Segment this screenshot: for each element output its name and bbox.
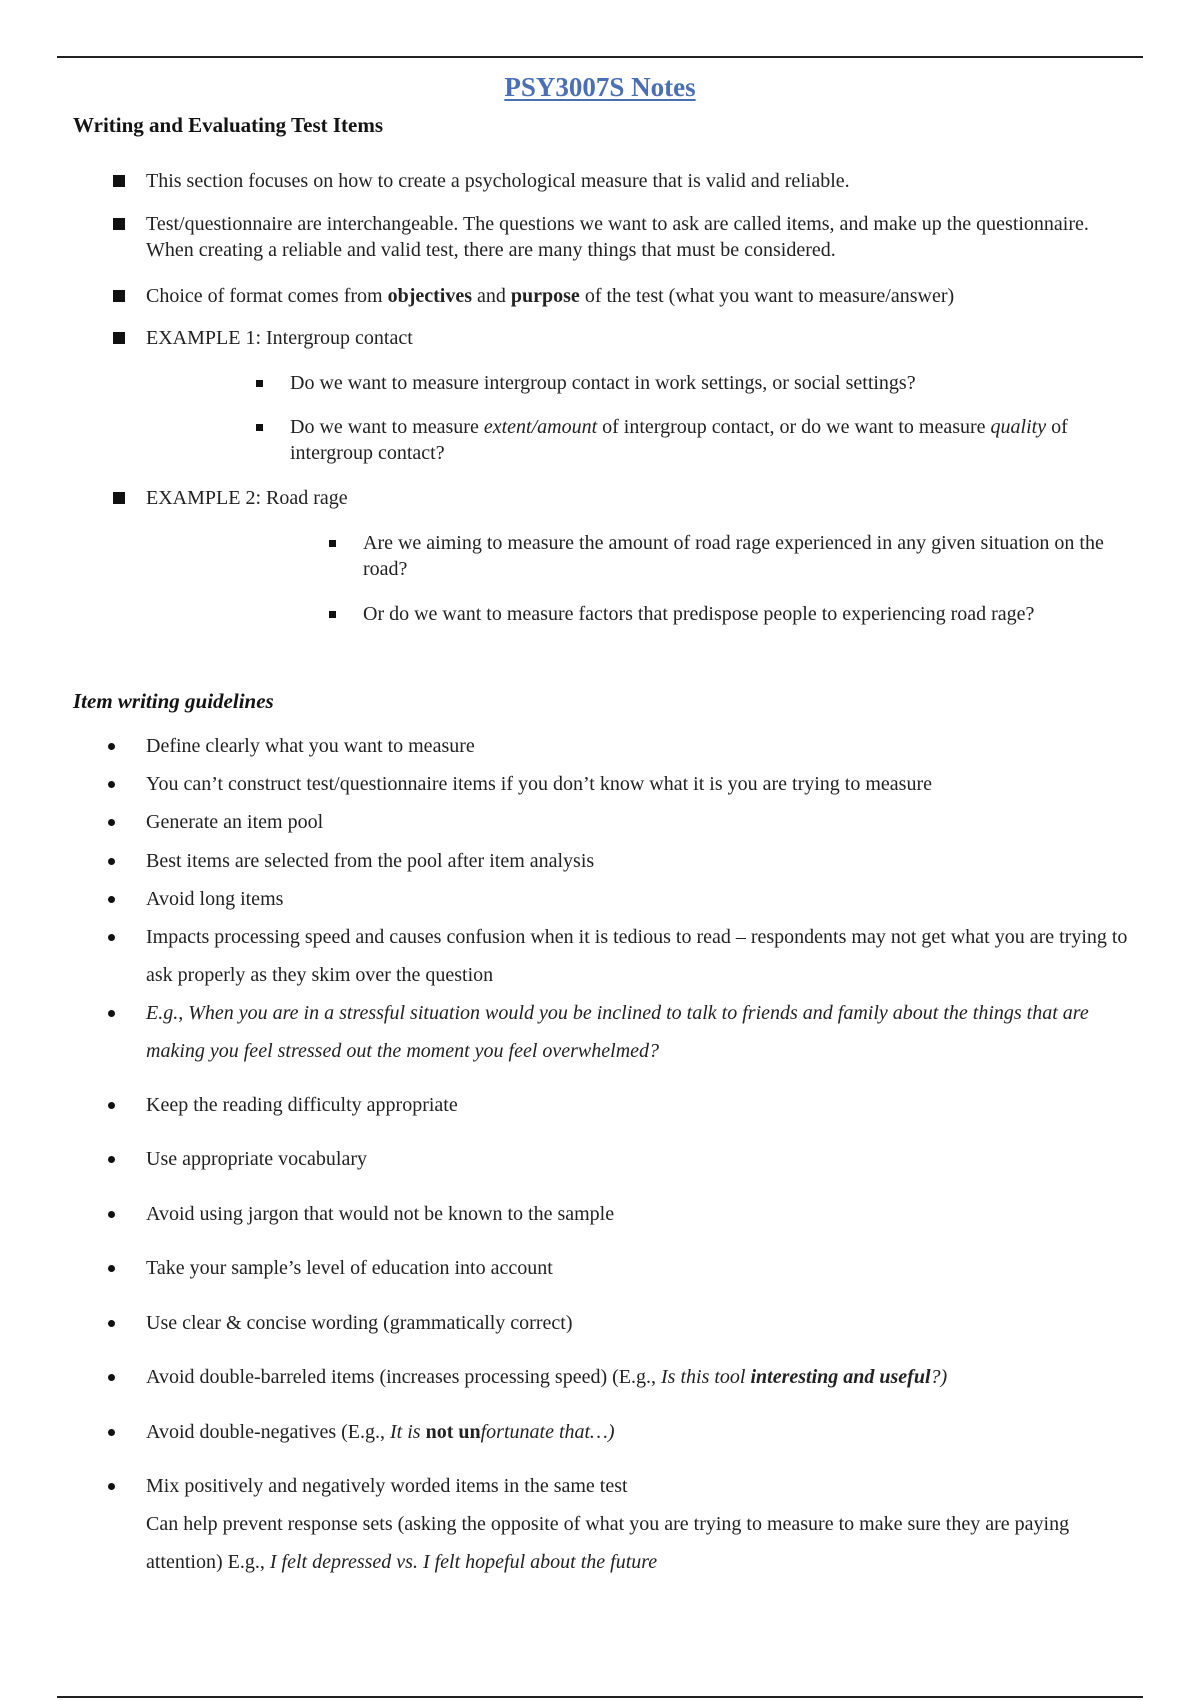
list-item: Define clearly what you want to measure [108, 733, 1128, 759]
bullet-dot-icon [108, 1265, 115, 1272]
square-bullet-icon [113, 290, 125, 302]
sub-list-item: Do we want to measure extent/amount of intergroup contact, or do we want to measure quality of intergroup contact? [256, 414, 1082, 466]
list-item: E.g., When you are in a stressful situation would you be inclined to talk to friends and family about the things that are making you feel stressed out the moment you feel overwhelmed? [108, 994, 1128, 1070]
page-title: PSY3007S Notes [504, 72, 696, 102]
small-square-bullet-icon [329, 540, 336, 547]
section-heading: Writing and Evaluating Test Items [73, 113, 384, 137]
list-item: Test/questionnaire are interchangeable. The questions we want to ask are called items, and make up the questionnaire. When creating a reliable and valid test, there are many things that must be considered. [113, 211, 1093, 263]
bullet-dot-icon [108, 819, 115, 826]
bullet-dot-icon [108, 1211, 115, 1218]
list-item: Keep the reading difficulty appropriate [108, 1092, 1128, 1118]
list-item: Use clear & concise wording (grammatically correct) [108, 1310, 1128, 1336]
bullet-dot-icon [108, 1483, 115, 1490]
sub-list-item: Do we want to measure intergroup contact in work settings, or social settings? [256, 370, 1136, 396]
list-item: Avoid double-negatives (E.g., It is not unfortunate that…) [108, 1419, 1128, 1445]
sub-list-item: Or do we want to measure factors that predispose people to experiencing road rage? [329, 601, 1129, 627]
bullet-dot-icon [108, 1429, 115, 1436]
bullet-dot-icon [108, 743, 115, 750]
bullet-dot-icon [108, 1374, 115, 1381]
square-bullet-icon [113, 218, 125, 230]
small-square-bullet-icon [256, 380, 263, 387]
section-heading: Item writing guidelines [73, 689, 274, 713]
sub-list-item: Are we aiming to measure the amount of road rage experienced in any given situation on the road? [329, 530, 1129, 582]
list-item: Take your sample’s level of education into account [108, 1255, 1128, 1281]
bullet-dot-icon [108, 896, 115, 903]
top-rule [57, 56, 1143, 58]
list-item: Generate an item pool [108, 809, 1128, 835]
list-item: EXAMPLE 2: Road rage [113, 485, 1113, 511]
bullet-dot-icon [108, 934, 115, 941]
bullet-dot-icon [108, 1010, 115, 1017]
bullet-dot-icon [108, 858, 115, 865]
list-item: You can’t construct test/questionnaire items if you don’t know what it is you are trying to measure [108, 771, 1128, 797]
bullet-dot-icon [108, 781, 115, 788]
list-item: This section focuses on how to create a psychological measure that is valid and reliable. [113, 168, 1113, 194]
list-item: Use appropriate vocabulary [108, 1146, 1128, 1172]
bullet-dot-icon [108, 1102, 115, 1109]
list-item: Choice of format comes from objectives and purpose of the test (what you want to measure/answer) [113, 283, 1113, 309]
list-item: Impacts processing speed and causes confusion when it is tedious to read – respondents may not get what you are trying to ask properly as they skim over the question [108, 918, 1128, 994]
bottom-rule [57, 1696, 1143, 1698]
list-item: EXAMPLE 1: Intergroup contact [113, 325, 1113, 351]
list-item: Avoid double-barreled items (increases processing speed) (E.g., Is this tool interesting and useful?) [108, 1364, 1128, 1390]
bullet-dot-icon [108, 1320, 115, 1327]
list-item: Mix positively and negatively worded items in the same test Can help prevent response sets (asking the opposite of what you are trying to measure to make sure they are paying attention) E.g., I felt depressed vs. I felt hopeful about the future [108, 1467, 1128, 1581]
bullet-dot-icon [108, 1156, 115, 1163]
square-bullet-icon [113, 175, 125, 187]
small-square-bullet-icon [256, 424, 263, 431]
list-item: Avoid using jargon that would not be known to the sample [108, 1201, 1128, 1227]
square-bullet-icon [113, 332, 125, 344]
list-item: Best items are selected from the pool after item analysis [108, 848, 1128, 874]
small-square-bullet-icon [329, 611, 336, 618]
list-item: Avoid long items [108, 886, 1128, 912]
square-bullet-icon [113, 492, 125, 504]
